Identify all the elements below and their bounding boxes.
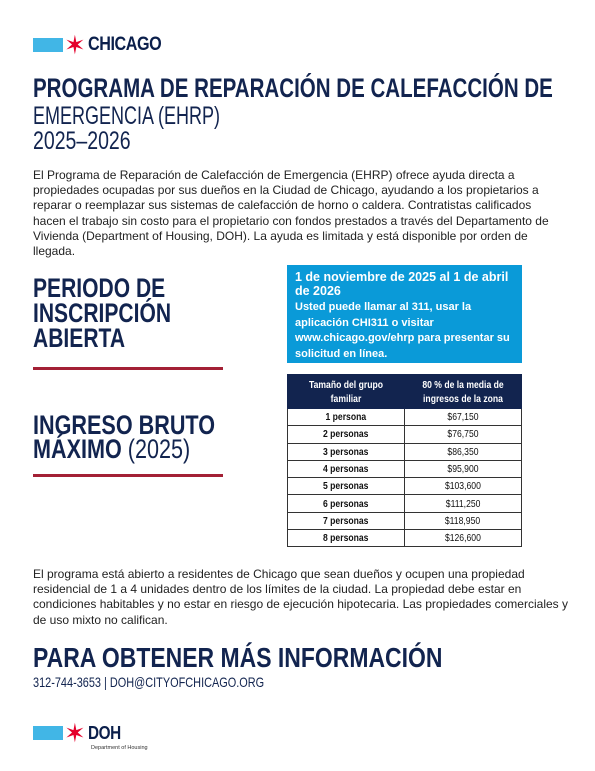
- intro-paragraph: El Programa de Reparación de Calefacción de Emergencia (EHRP) ofrece ayuda directa a propiedades ocupadas por sus dueños en la Ciudad de Chicago, ayudando a los propietarios a reparar o reemplazar sus sistemas de calefacción de horno o caldera. Contratistas calificados hacen el trabajo sin costo para el propietario con fondos prestados a través del Departamento de Vivienda (Department of Housing, DOH). La ayuda es limitada y está disponible por orden de llegada.: [33, 168, 549, 259]
- doh-logo: [33, 718, 126, 748]
- page-title-line2: EMERGENCIA (EHRP): [33, 102, 221, 130]
- table-row: 5 personas $103,600: [288, 478, 522, 495]
- table-row: 8 personas $126,600: [288, 530, 522, 547]
- table-header-row: [288, 375, 522, 409]
- enrollment-instructions: Usted puede llamar al 311, usar la aplicación CHI311 o visitar www.chicago.gov/ehrp para presentar su solicitud en línea.: [295, 301, 510, 360]
- enrollment-info-box: [287, 265, 522, 363]
- logo-text: CHICAGO: [87, 34, 162, 55]
- red-star-icon: ✶: [64, 718, 86, 748]
- doh-logo-text: DOH: [87, 722, 121, 743]
- doh-logo-subtitle: Department of Housing: [91, 745, 148, 751]
- table-row: 2 personas $76,750: [288, 426, 522, 443]
- enrollment-divider: [33, 367, 223, 370]
- table-row: 6 personas $111,250: [288, 495, 522, 512]
- eligibility-paragraph: El programa está abierto a residentes de Chicago que sean dueños y ocupen una propiedad residencial de 1 a 4 unidades dentro de los límites de la ciudad. La propiedad debe estar en condiciones habitables y no estar en riesgo de ejecución hipotecaria. Las propiedades comerciales y de uso mixto no califican.: [33, 567, 568, 627]
- logo-blue-bar: [33, 38, 63, 52]
- table-row: 1 persona $67,150: [288, 409, 522, 426]
- income-heading: INGRESO BRUTO MÁXIMO (2025): [33, 410, 216, 464]
- income-table: [287, 374, 522, 547]
- page-title-years: 2025–2026: [33, 127, 131, 155]
- red-star-icon: ✶: [64, 30, 86, 60]
- table-header-income: 80 % de la media de ingresos de la zona: [405, 375, 522, 409]
- more-info-heading: PARA OBTENER MÁS INFORMACIÓN: [33, 642, 443, 673]
- doh-logo-blue-bar: [33, 726, 63, 740]
- table-row: 3 personas $86,350: [288, 443, 522, 460]
- contact-line: 312-744-3653 | DOH@CITYOFCHICAGO.ORG: [33, 674, 265, 690]
- chicago-logo: [33, 30, 174, 60]
- page-title-line1: PROGRAMA DE REPARACIÓN DE CALEFACCIÓN DE: [33, 73, 553, 103]
- enrollment-heading: PERIODO DE INSCRIPCIÓN ABIERTA: [33, 273, 172, 353]
- table-row: 7 personas $118,950: [288, 512, 522, 529]
- enrollment-dates: 1 de noviembre de 2025 al 1 de abril de 2026: [295, 270, 509, 298]
- table-header-household: Tamaño del grupo familiar: [288, 375, 405, 409]
- income-divider: [33, 474, 223, 477]
- table-row: 4 personas $95,900: [288, 460, 522, 477]
